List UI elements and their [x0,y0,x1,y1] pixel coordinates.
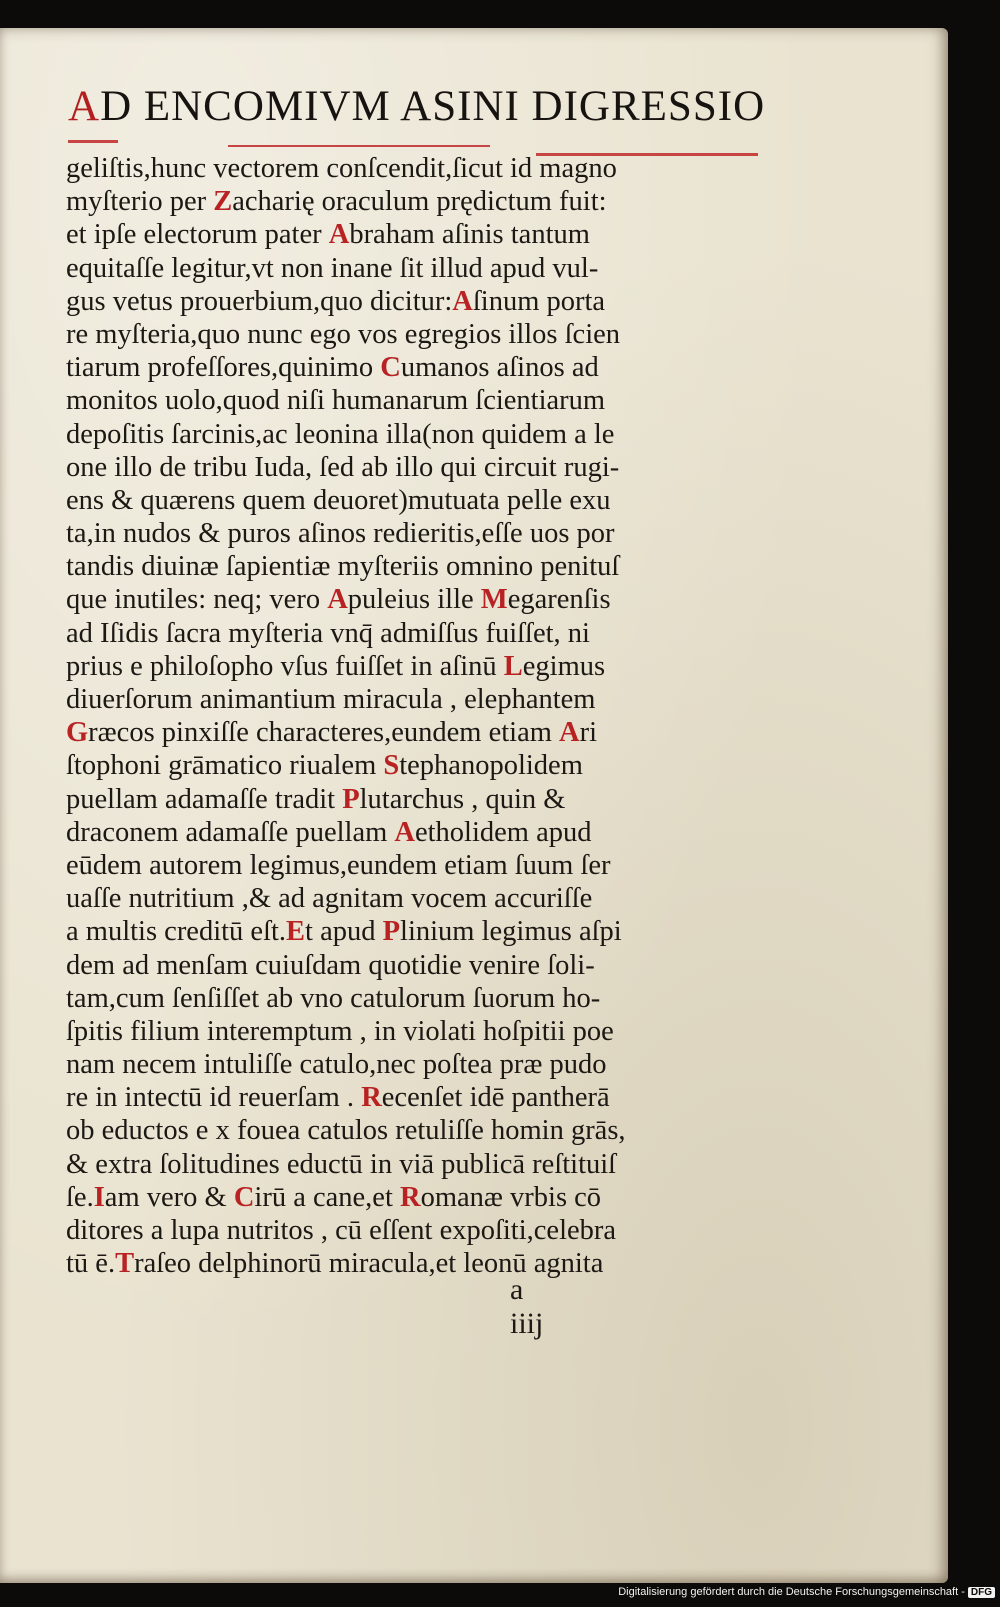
text-run: puleius ille [347,584,481,616]
text-line [66,1214,766,1247]
rubricated-initial: L [503,650,523,682]
text-line [66,583,766,616]
rubricated-initial: I [93,1181,105,1213]
text-run: depoſitis ſarcinis,ac leonina illa(non quidem a le [66,418,615,450]
text-run: tam,cum ſenſiſſet ab vno catulorum ſuorum ho- [66,982,601,1014]
text-run: ob eductos e x fouea catulos retuliſſe homin grās, [66,1115,626,1147]
text-line [66,683,766,716]
text-run: ecenſet idē pantherā [381,1082,610,1114]
text-line [66,716,766,749]
rubricated-initial: A [328,219,350,251]
rubricated-initial: P [382,916,401,948]
header-underline-middle [228,145,490,147]
rubricated-initial: P [342,783,360,815]
text-run: ſinum porta [472,285,606,317]
text-run: tū ē. [66,1248,116,1280]
text-run: tephanopolidem [399,750,583,782]
running-header [68,82,766,142]
text-run: dem ad menſam cuiuſdam quotidie venire ſoli- [66,949,595,981]
text-run: lutarchus , quin & [359,783,566,815]
text-run: tiarum profeſſores,quinimo [66,352,381,384]
header-title: D ENCOMIVM ASINI DIGRESSIO [100,83,766,130]
text-line [66,351,766,384]
text-run: t apud [305,916,383,948]
text-run: draconem adamaſſe puellam [66,816,395,848]
text-line [66,949,766,982]
text-line [66,650,766,683]
rubricated-initial: C [380,352,401,384]
text-line [66,882,766,915]
rubricated-initial: A [394,816,415,848]
text-run: acharię oraculum prędictum fuit: [232,186,607,218]
text-line [66,285,766,318]
text-run: re in intectū id reuerſam . [66,1082,362,1114]
text-line [66,816,766,849]
text-run: etholidem apud [414,816,592,848]
rubricated-initial: R [361,1082,382,1114]
header-underline-left [68,140,118,143]
text-run: egarenſis [507,584,611,616]
text-line [66,418,766,451]
text-line [66,617,766,650]
text-run: one illo de tribu Iuda, ſed ab illo qui circuit rugi- [66,451,620,483]
text-line [66,451,766,484]
rubricated-initial: Z [213,186,233,218]
rubricated-initial: C [233,1181,255,1213]
text-run: eūdem autorem legimus,eundem etiam ſuum ſer [66,849,611,881]
signature-number: iiij [510,1307,544,1340]
rubricated-initial: M [480,584,508,616]
text-line [66,517,766,550]
text-run: raſeo delphinorū miracula,et leonū agnita [134,1248,604,1280]
text-run: ſtophoni grāmatico riualem [66,750,384,782]
text-line [66,484,766,517]
rubricated-initial: E [286,916,306,948]
text-run: ens & quærens quem deuoret)mutuata pelle exu [66,484,611,516]
text-line [66,218,766,251]
text-run: ſe. [66,1181,94,1213]
text-run: ditores a lupa nutritos , cū eſſent expoſiti,celebra [66,1215,617,1246]
rubricated-initial: A [327,584,348,616]
text-run: monitos uolo,quod niſi humanarum ſcientiarum [66,385,606,417]
text-line [66,1181,766,1214]
text-line [66,152,766,185]
text-line [66,384,766,417]
text-run: ta,in nudos & puros aſinos redieritis,eſſe uos por [66,518,615,550]
digitization-credit [600,1586,995,1606]
text-run: a multis creditū eſt. [66,916,287,948]
body-text [66,152,766,1280]
text-run: ſpitis filium interemptum , in violati hoſpitii poe [66,1015,614,1047]
rubricated-initial: A [559,717,580,749]
text-run: que inutiles: neq; vero [66,584,328,616]
text-run: uaſſe nutritium ,& ad agnitam vocem accuriſſe [66,883,593,915]
dfg-logo: DFG [968,1587,995,1598]
text-line [66,1081,766,1114]
text-run: diuerſorum animantium miracula , elephantem [66,684,596,715]
credit-text: Digitalisierung gefördert durch die Deutsche Forschungsgemeinschaft - [618,1586,965,1598]
text-run: ri [579,717,598,749]
text-run: ad Iſidis ſacra myſteria vnq̄ admiſſus fuiſſet, ni [66,617,590,649]
text-run: et ipſe electorum pater [66,219,329,251]
text-line [66,252,766,285]
text-line [66,550,766,583]
rubricated-initial: S [383,750,400,782]
rubricated-initial: A [452,285,473,317]
text-run: prius e philoſopho vſus fuiſſet in aſinū [66,650,504,682]
text-run: & extra ſolitudines eductū in viā publicā reſtituiſ [66,1148,617,1180]
text-run: puellam adamaſſe tradit [66,783,343,815]
text-line [66,1148,766,1181]
text-line [66,1114,766,1147]
signature-letter: a [510,1273,524,1306]
rubricated-initial: R [399,1181,421,1213]
text-run: umanos aſinos ad [400,352,599,384]
text-run: ræcos pinxiſſe characteres,eundem etiam [88,717,560,749]
text-run: myſterio per [66,186,214,218]
text-run: gus vetus prouerbium,quo dicitur: [66,285,453,317]
text-run: am vero & [104,1181,234,1213]
text-run: geliſtis,hunc vectorem conſcendit,ſicut id magno [66,153,617,184]
text-run: nam necem intuliſſe catulo,nec poſtea præ pudo [66,1049,607,1081]
signature-mark [510,1273,670,1341]
text-run: egimus [522,650,606,682]
text-line [66,1015,766,1048]
text-line [66,982,766,1015]
text-line [66,185,766,218]
text-line [66,1048,766,1081]
text-run: equitaſſe legitur,vt non inane ſit illud apud vul- [66,252,599,284]
rubricated-initial: G [66,717,89,749]
text-line [66,783,766,816]
header-initial: A [68,83,101,130]
rubricated-initial: T [115,1248,135,1280]
text-line [66,318,766,351]
text-run: linium legimus aſpi [400,916,622,948]
text-line [66,749,766,782]
text-run: omanæ vrbis cō [420,1181,602,1213]
text-run: tandis diuinæ ſapientiæ myſteriis omnino penituſ [66,551,620,583]
text-run: irū a cane,et [254,1181,400,1213]
text-line [66,915,766,948]
text-run: re myſteria,quo nunc ego vos egregios illos ſcien [66,318,621,350]
text-line [66,849,766,882]
text-run: braham aſinis tantum [349,219,590,251]
